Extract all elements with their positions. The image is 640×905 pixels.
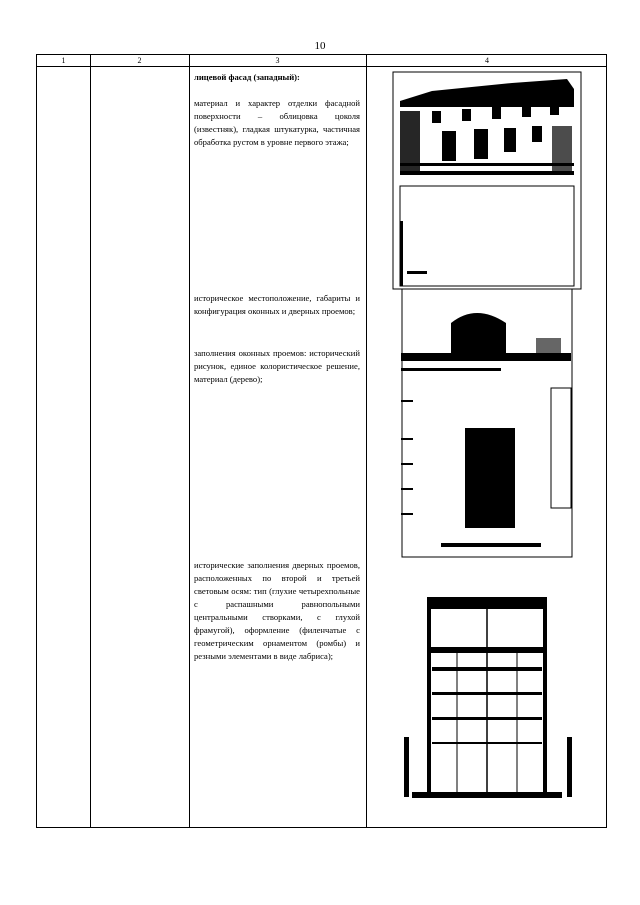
- door-fillings-text: исторические заполнения дверных проемов, расположенных по второй и третьей световым осям: тип (глухие четырехпольные с распашными равнопольными центральными створками, с глухой фрамугой), оформление (филенчатые с геометрическим орнаментом (ромбы) и резными элементами в виде лабриса);: [194, 560, 360, 661]
- column-divider: [189, 55, 190, 827]
- description-block-window-fillings: [194, 347, 360, 386]
- page-number: 10: [314, 40, 326, 52]
- protected-elements-table: [36, 54, 607, 828]
- description-block-door-fillings: [194, 559, 360, 663]
- description-block-openings: [194, 292, 360, 318]
- photo-door-detail: [392, 567, 582, 823]
- openings-text: историческое местоположение, габариты и конфигурация оконных и дверных проемов;: [194, 293, 360, 316]
- column-header-1: 1: [61, 56, 66, 65]
- window-fillings-text: заполнения оконных проемов: исторический рисунок, единое колористическое решение, материал (дерево);: [194, 348, 360, 384]
- photo-window-door-openings: [401, 288, 573, 558]
- column-divider: [90, 55, 91, 827]
- column-divider: [366, 55, 367, 827]
- facade-heading: лицевой фасад (западный):: [194, 72, 300, 82]
- column-header-4: 4: [485, 56, 489, 65]
- header-divider: [37, 66, 606, 67]
- photo-facade-west: [392, 71, 582, 291]
- column-header-3: 3: [275, 56, 280, 65]
- description-block-facade: [194, 71, 360, 149]
- facade-finish-text: материал и характер отделки фасадной поверхности – облицовка цоколя (известняк), гладкая штукатурка, частичная обработка рустом в уровне первого этажа;: [194, 98, 360, 147]
- column-header-2: 2: [137, 56, 142, 65]
